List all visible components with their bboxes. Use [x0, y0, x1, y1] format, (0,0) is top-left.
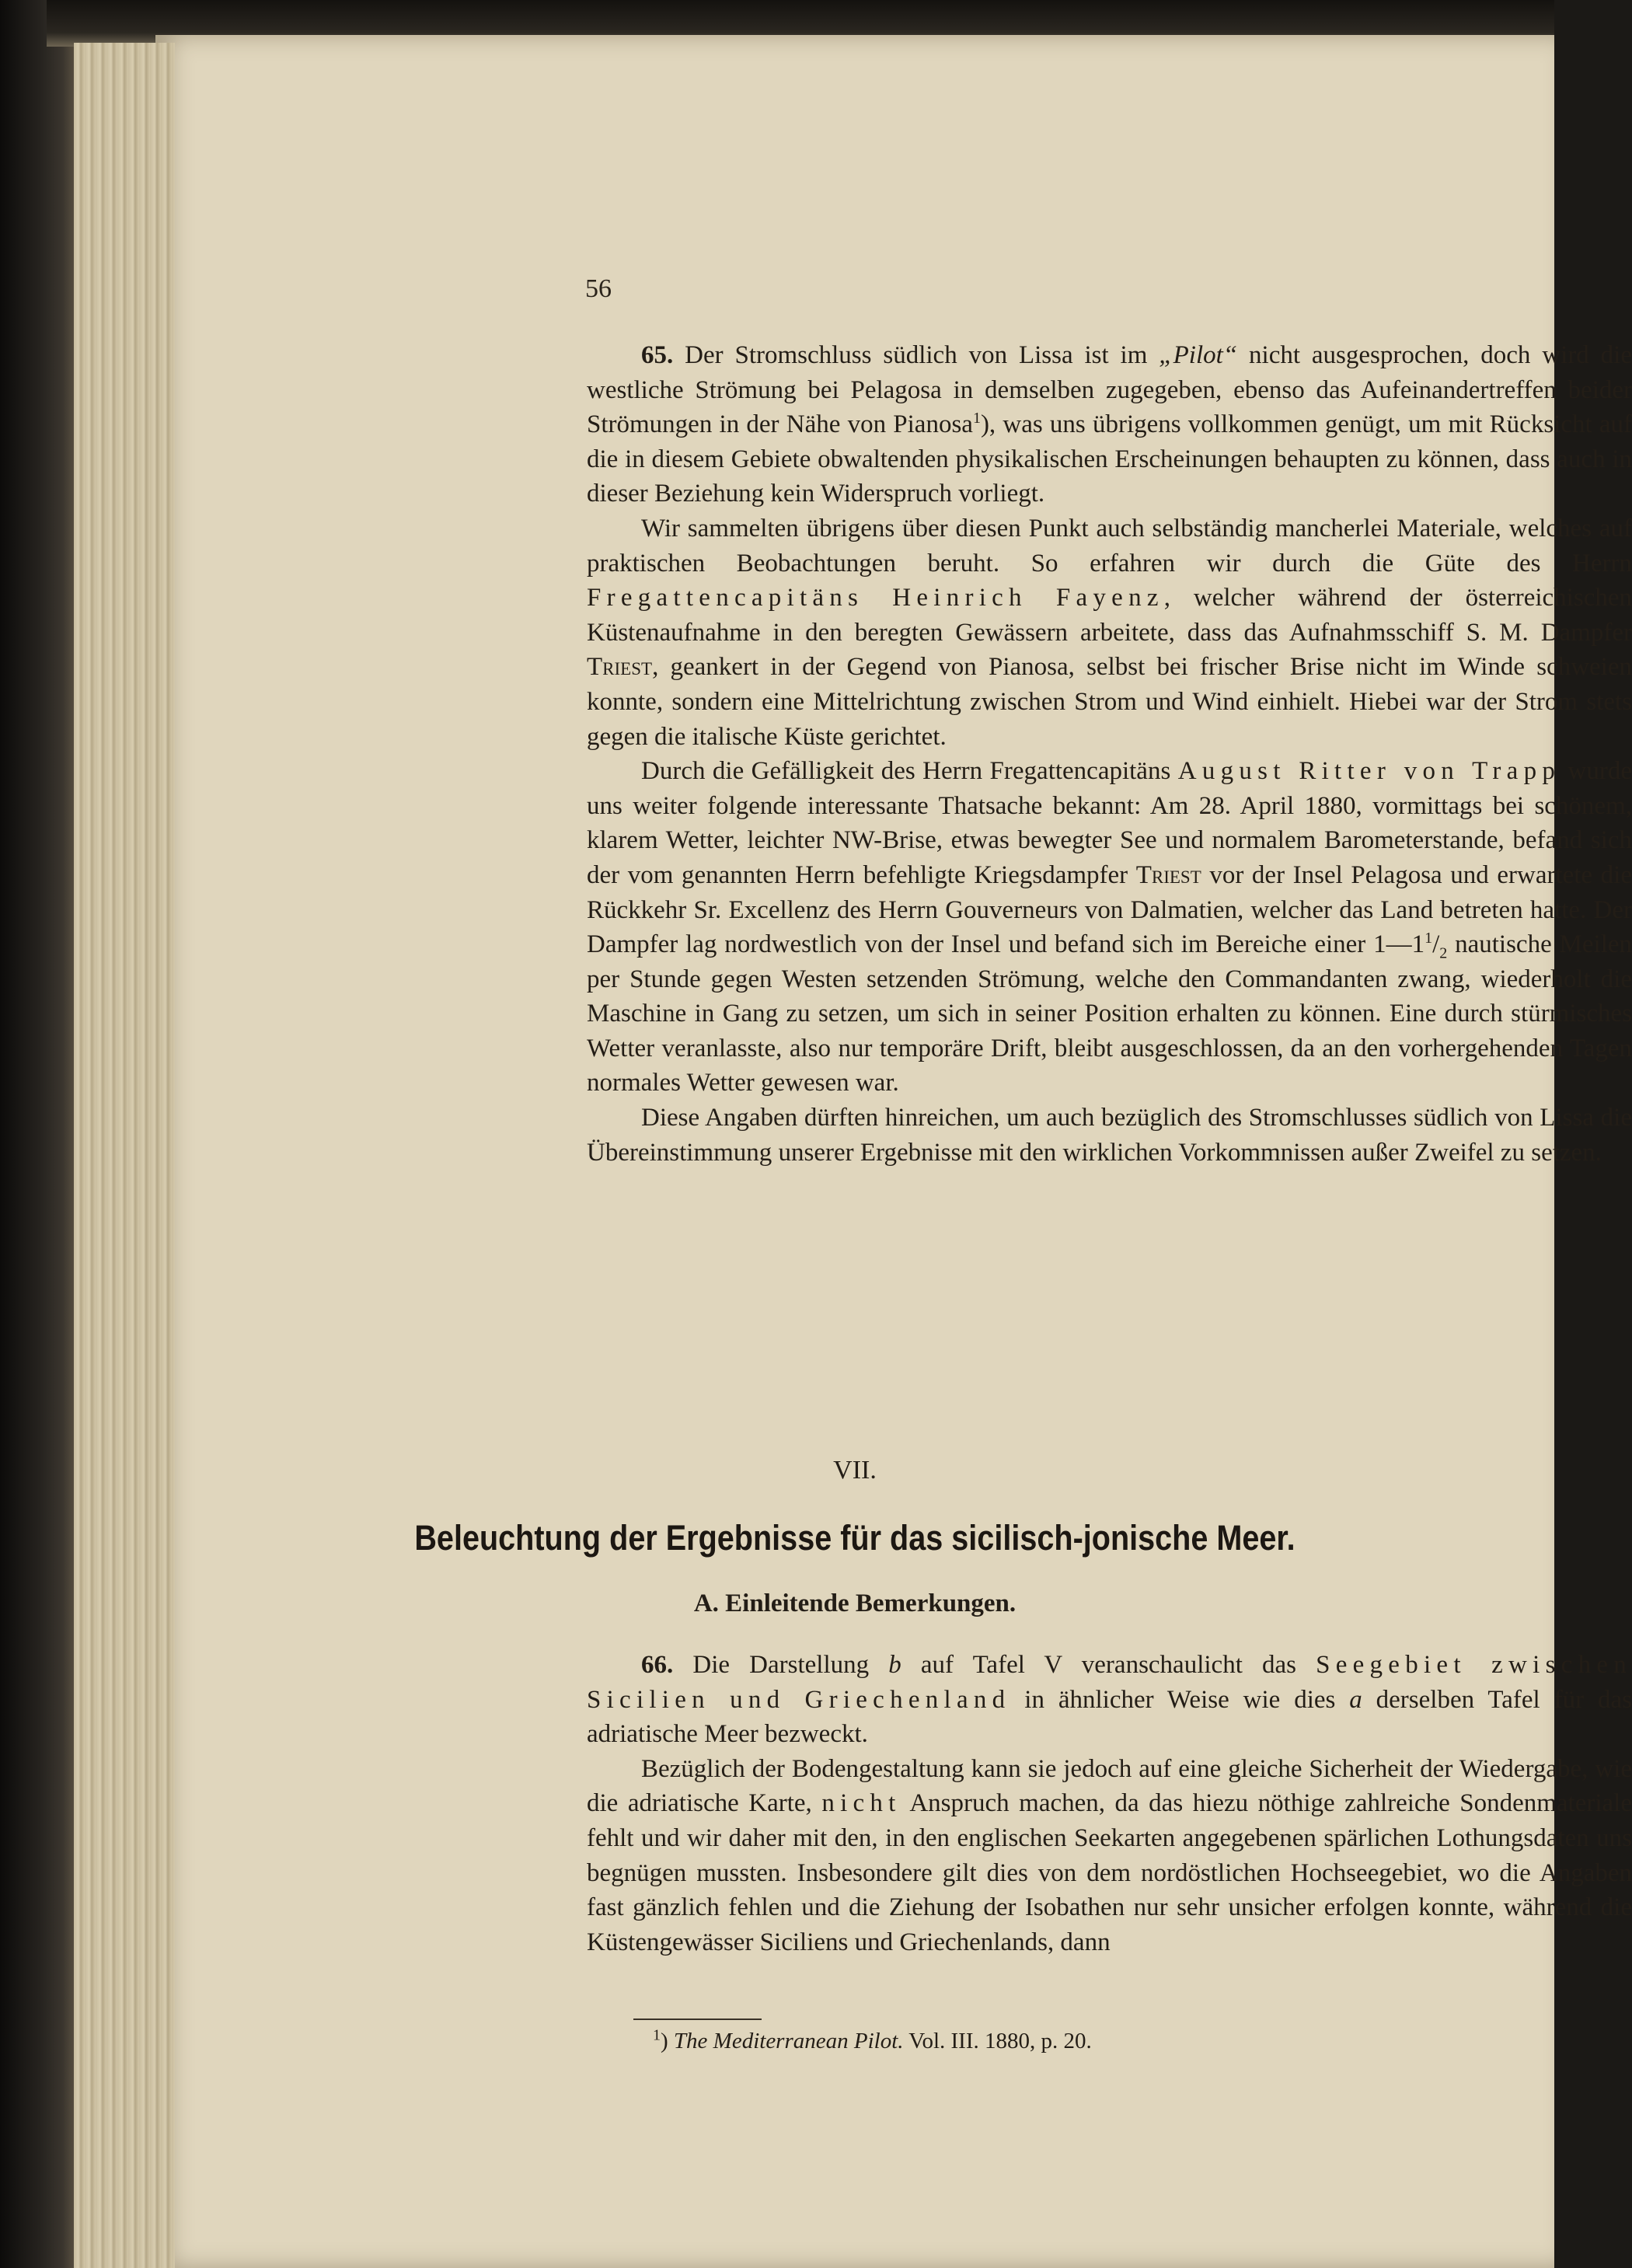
- footnote-rule: [633, 2019, 762, 2020]
- paragraph-trapp: Durch die Gefälligkeit des Herrn Fregattencapitäns August Ritter von Trapp wurde uns weiter folgende interessante Thatsache bekannt: Am 28. April 1880, vormittags bei schönem, klarem Wetter, leichter NW-Brise, etwas bewegter See und normalem Barometerstande, befand sich der vom genannten Herrn befehligte Kriegsdampfer Triest vor der Insel Pelagosa und erwartete die Rückkehr Sr. Excellenz des Herrn Gouverneurs von Dalmatien, welcher das Land betreten hatte. Der Dampfer lag nordwestlich von der Insel und befand sich im Bereiche einer $1—1^1/_2$ nautische Meilen per Stunde gegen Westen setzenden Strömung, welche den Commandanten zwang, wiederholt die Maschine in Gang zu setzen, um sich in seiner Position erhalten zu können. Eine durch stürmisches Wetter veranlasste, also nur temporäre Drift, bleibt ausgeschlossen, da an den vorhergehenden Tagen normales Wetter gewesen war.: [587, 757, 1632, 1097]
- footnote-marker: 1: [972, 410, 981, 427]
- person-name-trapp: August Ritter von Trapp: [1177, 757, 1561, 786]
- chapter-number: VII.: [833, 1456, 877, 1485]
- chapter-title: Beleuchtung der Ergebnisse für das sicilisch-jonische Meer.: [414, 1518, 1295, 1558]
- book-page: [155, 35, 1632, 2268]
- page-number: 56: [585, 274, 612, 303]
- book-binding: [0, 0, 74, 2268]
- footnote-title: The Mediterranean Pilot.: [673, 2029, 904, 2053]
- paragraph-number-65: 65.: [641, 341, 674, 369]
- paragraph-bodengestaltung: Bezüglich der Bodengestaltung kann sie jedoch auf eine gleiche Sicherheit der Wiedergabe, wie die adriatische Karte, nicht Anspruch machen, da das hiezu nöthige zahlreiche Sondenmateriale fehlt und wir daher mit den, in den englischen Seekarten angegebenen spärlichen Lothungsdaten uns begnügen mussten. Insbesondere gilt dies von dem nordöstlichen Hochseegebiet, wo die Angaben fast gänzlich fehlen und die Ziehung der Isobathen nur sehr unsicher erfolgen konnte, während die Küstengewässer Siciliens und Griechenlands, dann: [587, 1754, 1632, 1956]
- paragraph-66: 66. Die Darstellung b auf Tafel V veranschaulicht das Seegebiet zwischen Sicilien und Griechenland in ähnlicher Weise wie dies a derselben Tafel für das adriatische Meer bezweckt.: [587, 1651, 1632, 1749]
- sea-region-spaced: Seegebiet zwischen Sicilien und Griechenland: [587, 1651, 1632, 1714]
- page-stack-edge: [74, 43, 175, 2268]
- ship-name-triest: Triest: [587, 653, 653, 682]
- body-text-upper: [587, 338, 1632, 1170]
- paragraph-number-66: 66.: [641, 1651, 674, 1679]
- body-text-lower: [587, 1648, 1632, 1959]
- ship-name-triest-2: Triest: [1135, 860, 1201, 889]
- footnote: $^1$) The Mediterranean Pilot. Vol. III. 1880, p. 20.: [653, 2026, 1092, 2053]
- section-subtitle: A. Einleitende Bemerkungen.: [693, 1589, 1017, 1617]
- paragraph-65: 65. Der Stromschluss südlich von Lissa ist im „Pilot“ nicht ausgesprochen, doch wird die westliche Strömung bei Pelagosa in demselben zugegeben, ebenso das Aufeinandertreffen beider Strömungen in der Nähe von Pianosa$^1$), was uns übrigens vollkommen genügt, um mit Rücksicht auf die in diesem Gebiete obwaltenden physikalischen Erscheinungen behaupten zu können, dass auch in dieser Beziehung kein Widerspruch vorliegt.: [587, 341, 1632, 508]
- pilot-reference: „Pilot“: [1159, 341, 1238, 369]
- person-name-fayenz: Fregattencapitäns Heinrich Fayenz: [587, 584, 1164, 612]
- paragraph-conclusion: Diese Angaben dürften hinreichen, um auch bezüglich des Stromschlusses südlich von Lissa die Übereinstimmung unserer Ergebnisse mit den wirklichen Vorkommnissen außer Zweifel zu setzen.: [587, 1104, 1632, 1167]
- paragraph-observations: Wir sammelten übrigens über diesen Punkt auch selbständig mancherlei Materiale, welches auf praktischen Beobachtungen beruht. So erfahren wir durch die Güte des Herrn Fregattencapitäns Heinrich Fayenz, welcher während der österreichischen Küstenaufnahme in den beregten Gewässern arbeitete, dass das Aufnahmsschiff S. M. Dampfer Triest, geankert in der Gegend von Pianosa, selbst bei frischer Brise nicht im Winde schweien konnte, sondern eine Mittelrichtung zwischen Strom und Wind einhielt. Hiebei war der Strom stets gegen die italische Küste gerichtet.: [587, 514, 1632, 751]
